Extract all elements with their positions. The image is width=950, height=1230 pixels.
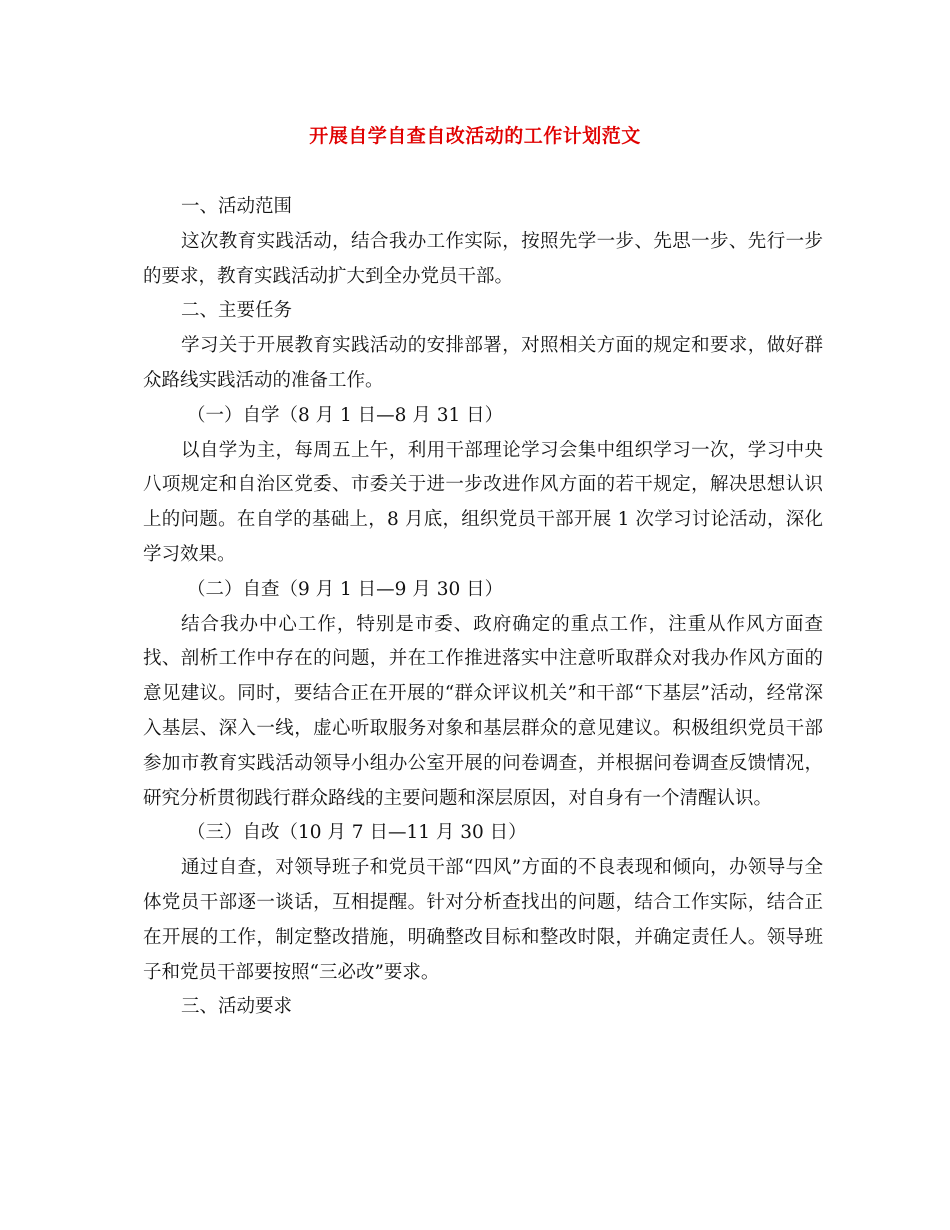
section-heading-scope: 一、活动范围 — [181, 196, 293, 217]
paragraph-self-correct: 通过自查，对领导班子和党员干部“四风”方面的不良表现和倾向，办领导与全体党员干部逐一谈话，互相提醒。针对分析查找出的问题，结合工作实际，结合正在开展的工作，制定整改措施，明确整改目标和整改时限，并确定责任人。领导班子和党员干部要按照“三必改”要求。 — [143, 857, 823, 983]
section-heading-tasks: 二、主要任务 — [181, 300, 293, 322]
paragraph-self-check: 结合我办中心工作，特别是市委、政府确定的重点工作，注重从作风方面查找、剖析工作中存在的问题，并在工作推进落实中注意听取群众对我办作风方面的意见建议。同时，要结合正在开展的“群众评议机关”和干部“下基层”活动，经常深入基层、深入一线，虚心听取服务对象和基层群众的意见建议。积极组织党员干部参加市教育实践活动领导小组办公室开展的问卷调查，并根据问卷调查反馈情况，研究分析贯彻践行群众路线的主要问题和深层原因，对自身有一个清醒认识。 — [143, 613, 823, 809]
document-title: 开展自学自查自改活动的工作计划范文 — [309, 125, 641, 147]
paragraph-self-study: 以自学为主，每周五上午，利用干部理论学习会集中组织学习一次，学习中央八项规定和自治区党委、市委关于进一步改进作风方面的若干规定，解决思想认识上的问题。在自学的基础上，8 月底，组织党员干部开展 1 次学习讨论活动，深化学习效果。 — [143, 439, 823, 565]
document-body — [143, 190, 823, 1025]
subheading-self-correct: （三）自改（10 月 7 日—11 月 30 日） — [187, 822, 527, 844]
subheading-self-check: （二）自查（9 月 1 日—9 月 30 日） — [187, 578, 504, 600]
paragraph-tasks: 学习关于开展教育实践活动的安排部署，对照相关方面的规定和要求，做好群众路线实践活动的准备工作。 — [143, 335, 823, 391]
subheading-self-study: （一）自学（8 月 1 日—8 月 31 日） — [187, 404, 504, 426]
paragraph-scope: 这次教育实践活动，结合我办工作实际，按照先学一步、先思一步、先行一步的要求，教育实践活动扩大到全办党员干部。 — [143, 230, 823, 287]
section-heading-requirements: 三、活动要求 — [181, 996, 293, 1018]
